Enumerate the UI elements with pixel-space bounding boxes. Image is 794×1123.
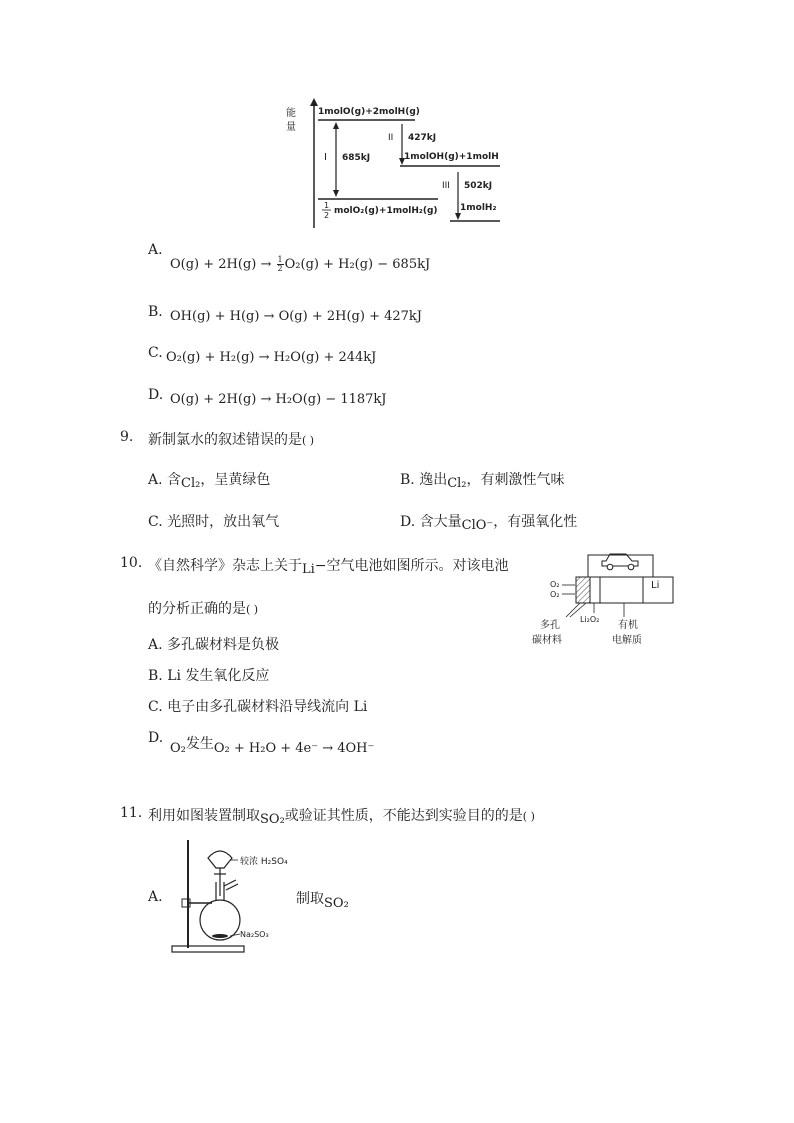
q10-option-a[interactable]: A. 多孔碳材料是负极 xyxy=(148,637,280,653)
car-icon xyxy=(602,554,638,570)
q8-option-d-equation: O(g) + 2H(g) → H₂O(g) − 1187kJ xyxy=(170,392,387,407)
so2-apparatus-figure xyxy=(168,836,296,958)
q9-stem: 新制氯水的叙述错误的是( ) xyxy=(148,432,315,448)
level-bottom-frac-den: 2 xyxy=(324,211,330,220)
q10-number: 10. xyxy=(120,555,143,571)
step2-value: 427kJ xyxy=(408,133,437,143)
axis-label-2: 量 xyxy=(286,122,296,133)
level-bottom-label: molO₂(g)+1molH₂(g) xyxy=(334,206,438,216)
fig-acid-label: 较浓 H₂SO₄ xyxy=(240,857,288,867)
q11-stem: 利用如图装置制取SO₂或验证其性质，不能达到实验目的的是( ) xyxy=(148,808,535,827)
fig-li: Li xyxy=(651,580,660,591)
q8-option-b-equation: OH(g) + H(g) → O(g) + 2H(g) + 427kJ xyxy=(170,309,422,324)
q10-option-d[interactable]: O₂发生O₂ + H₂O + 4e⁻ → 4OH⁻ xyxy=(170,736,375,756)
q9-option-a[interactable]: A. 含Cl₂，呈黄绿色 xyxy=(148,472,271,491)
q8-option-c-equation: O₂(g) + H₂(g) → H₂O(g) + 244kJ xyxy=(166,350,377,365)
fig-o2-2: O₂ xyxy=(550,590,560,599)
fig-o2-1: O₂ xyxy=(550,580,560,589)
axis-label-1: 能 xyxy=(286,108,296,119)
step2-label: II xyxy=(388,133,394,143)
fig-porous-2: 碳材料 xyxy=(532,635,562,646)
level-low-label: 1molH₂ xyxy=(460,203,497,213)
fig-porous-1: 多孔 xyxy=(540,620,560,631)
q8-option-a-letter[interactable]: A. xyxy=(148,242,163,258)
q8-option-d-letter[interactable]: D. xyxy=(148,387,164,403)
fig-li2o2: Li₂O₂ xyxy=(580,615,600,624)
step1-value: 685kJ xyxy=(342,153,371,163)
step3-value: 502kJ xyxy=(464,181,493,191)
energy-axis-arrow xyxy=(310,98,318,106)
level-top-label: 1molO(g)+2molH(g) xyxy=(318,107,420,117)
q9-number: 9. xyxy=(120,429,134,445)
li-air-battery-figure xyxy=(520,541,680,649)
fig-salt-label: Na₂SO₃ xyxy=(240,930,269,939)
q8-option-c-letter[interactable]: C. xyxy=(148,345,163,361)
q8-option-a-equation: O(g) + 2H(g) → $\frac{1}{2}$ O₂(g) + H₂(g) − 685kJ xyxy=(170,255,431,273)
q11-option-a-text: 制取SO₂ xyxy=(296,891,349,911)
q9-option-c[interactable]: C. 光照时，放出氧气 xyxy=(148,514,280,530)
q10-option-d-letter[interactable]: D. xyxy=(148,730,164,746)
stand-base xyxy=(172,946,244,952)
q11-option-a-letter[interactable]: A. xyxy=(148,889,163,905)
energy-level-diagram xyxy=(280,96,505,231)
fig-organic-2: 电解质 xyxy=(612,635,642,646)
porous-carbon-block xyxy=(576,577,590,603)
separatory-funnel xyxy=(208,851,232,868)
q10-option-c[interactable]: C. 电子由多孔碳材料沿导线流向 Li xyxy=(148,699,368,715)
q8-a-fraction: $\frac{1}{2}$ xyxy=(277,255,283,273)
q11-number: 11. xyxy=(120,805,143,821)
q8-option-b-letter[interactable]: B. xyxy=(148,304,163,320)
q10-option-b[interactable]: B. Li 发生氧化反应 xyxy=(148,668,270,684)
q9-option-b[interactable]: B. 逸出Cl₂，有刺激性气味 xyxy=(400,472,565,491)
q10-stem-line1: 《自然科学》杂志上关于Li−空气电池如图所示。对该电池 xyxy=(148,558,509,577)
step3-label: III xyxy=(442,181,450,191)
q9-option-d[interactable]: D. 含大量ClO⁻，有强氧化性 xyxy=(400,514,578,533)
level-bottom-frac-num: 1 xyxy=(324,201,330,210)
step1-label: I xyxy=(324,152,327,163)
level-mid-label: 1molOH(g)+1molH xyxy=(404,152,499,162)
q10-stem-line2: 的分析正确的是( ) xyxy=(148,601,259,617)
fig-organic-1: 有机 xyxy=(618,620,638,631)
